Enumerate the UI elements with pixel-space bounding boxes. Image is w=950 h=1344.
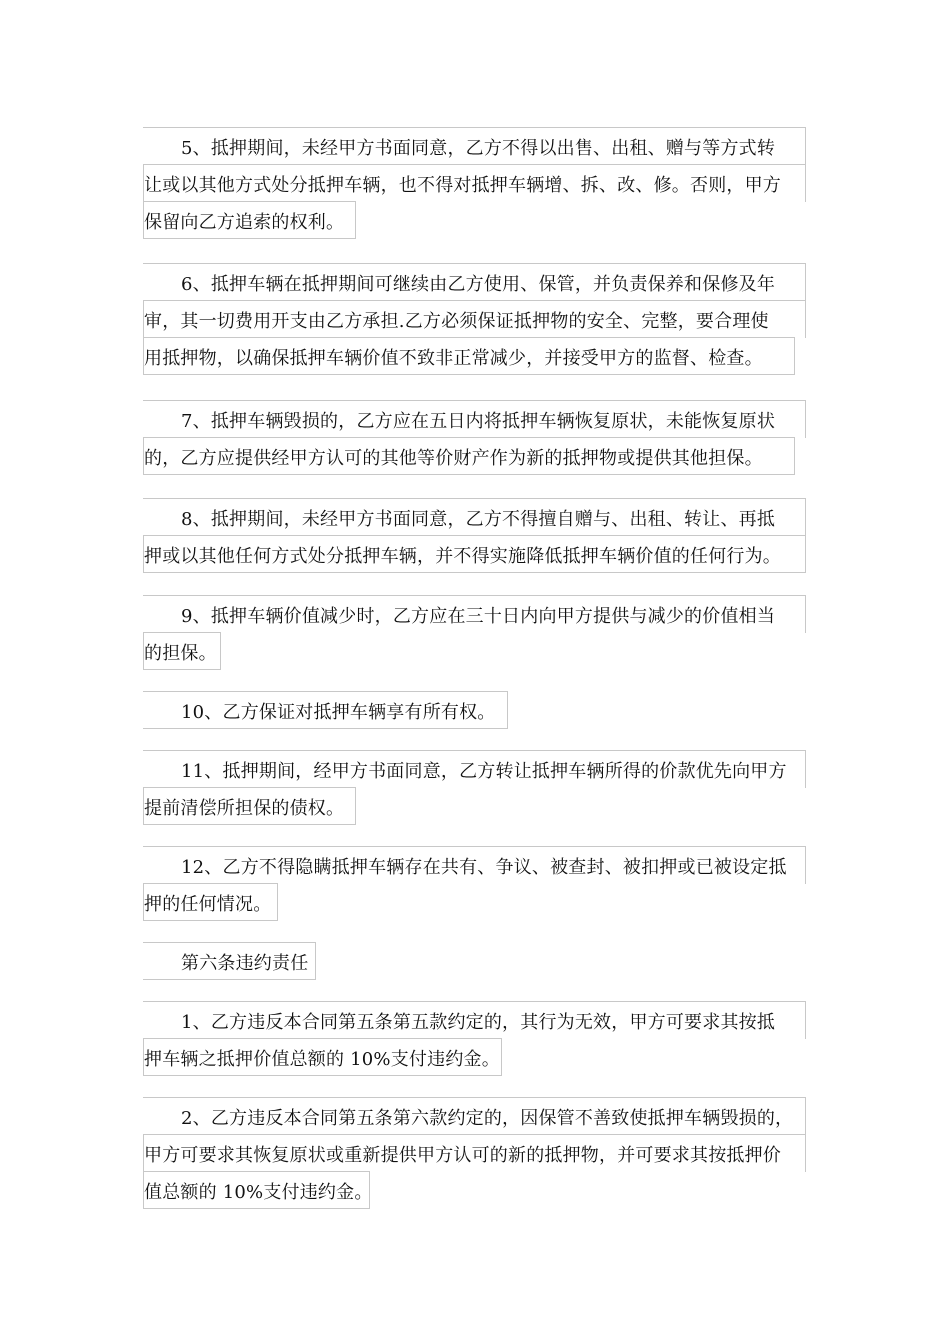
text-line: 押的任何情况。 — [143, 883, 278, 921]
text-line: 5、抵押期间，未经甲方书面同意，乙方不得以出售、出租、赠与等方式转 — [143, 127, 806, 165]
clause-6 — [143, 263, 843, 375]
clause-12 — [143, 846, 843, 921]
article-6-heading — [143, 942, 843, 980]
text-line: 1、乙方违反本合同第五条第五款约定的，其行为无效，甲方可要求其按抵 — [143, 1001, 806, 1039]
text-line: 12、乙方不得隐瞒抵押车辆存在共有、争议、被查封、被扣押或已被设定抵 — [143, 846, 806, 884]
clause-10 — [143, 691, 843, 729]
text-line: 7、抵押车辆毁损的，乙方应在五日内将抵押车辆恢复原状，未能恢复原状 — [143, 400, 806, 438]
text-line: 的担保。 — [143, 632, 221, 670]
text-line: 保留向乙方追索的权利。 — [143, 201, 356, 239]
liability-2 — [143, 1097, 843, 1209]
text-line: 提前清偿所担保的债权。 — [143, 787, 356, 825]
text-line: 10、乙方保证对抵押车辆享有所有权。 — [143, 691, 508, 729]
text-line: 让或以其他方式处分抵押车辆，也不得对抵押车辆增、拆、改、修。否则，甲方 — [143, 164, 806, 202]
text-line: 用抵押物，以确保抵押车辆价值不致非正常减少，并接受甲方的监督、检查。 — [143, 337, 795, 375]
text-line: 甲方可要求其恢复原状或重新提供甲方认可的新的抵押物，并可要求其按抵押价 — [143, 1134, 806, 1172]
liability-1 — [143, 1001, 843, 1076]
clause-5 — [143, 127, 843, 239]
clause-11 — [143, 750, 843, 825]
text-line: 2、乙方违反本合同第五条第六款约定的，因保管不善致使抵押车辆毁损的， — [143, 1097, 806, 1135]
clause-7 — [143, 400, 843, 475]
text-line: 押车辆之抵押价值总额的 10%支付违约金。 — [143, 1038, 502, 1076]
text-line: 6、抵押车辆在抵押期间可继续由乙方使用、保管，并负责保养和保修及年 — [143, 263, 806, 301]
text-line: 押或以其他任何方式处分抵押车辆，并不得实施降低抵押车辆价值的任何行为。 — [143, 535, 806, 573]
text-line: 8、抵押期间，未经甲方书面同意，乙方不得擅自赠与、出租、转让、再抵 — [143, 498, 806, 536]
text-line: 9、抵押车辆价值减少时，乙方应在三十日内向甲方提供与减少的价值相当 — [143, 595, 806, 633]
text-line: 审，其一切费用开支由乙方承担.乙方必须保证抵押物的安全、完整，要合理使 — [143, 300, 806, 338]
text-line: 的，乙方应提供经甲方认可的其他等价财产作为新的抵押物或提供其他担保。 — [143, 437, 795, 475]
clause-9 — [143, 595, 843, 670]
clause-8 — [143, 498, 843, 573]
text-line: 11、抵押期间，经甲方书面同意，乙方转让抵押车辆所得的价款优先向甲方 — [143, 750, 806, 788]
section-heading: 第六条违约责任 — [143, 942, 316, 980]
text-line: 值总额的 10%支付违约金。 — [143, 1171, 370, 1209]
